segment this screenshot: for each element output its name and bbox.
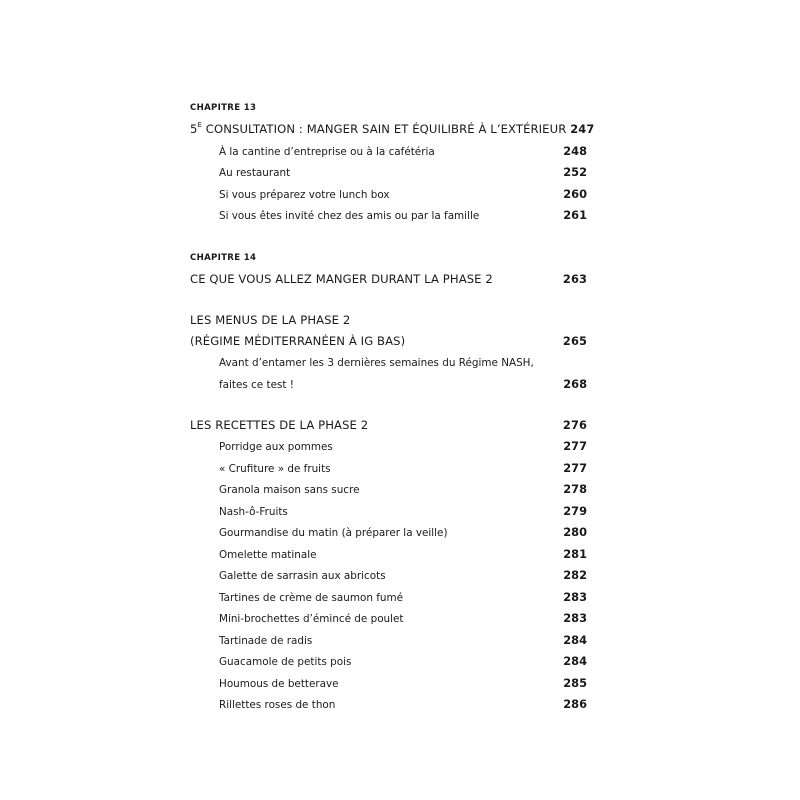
page-number: 284 (563, 632, 587, 647)
title-number: 5 (190, 122, 198, 136)
entry-title: Tartines de crème de saumon fumé (219, 591, 403, 604)
recettes-title: LES RECETTES DE LA PHASE 2 (190, 417, 369, 432)
section-spacer (190, 227, 587, 248)
entry-title: Si vous préparez votre lunch box (219, 188, 390, 201)
menus-title-row-2[interactable] (190, 331, 587, 353)
page-number: 279 (563, 503, 587, 518)
page-number: 283 (563, 589, 587, 604)
entry-title-line-1: Avant d’entamer les 3 dernières semaines du Régime NASH, (219, 356, 534, 369)
page-number: 284 (563, 654, 587, 668)
section-spacer (190, 396, 587, 415)
menus-title-line-2: (RÉGIME MÉDITERRANÉEN À IG BAS) (190, 334, 406, 348)
toc-entry[interactable] (190, 458, 587, 480)
chapter-label-text: CHAPITRE 14 (190, 252, 257, 263)
toc-entry[interactable] (190, 353, 587, 375)
page-number: 280 (563, 525, 587, 539)
toc-entry[interactable] (190, 479, 587, 501)
chapter-14-title: CE QUE VOUS ALLEZ MANGER DURANT LA PHASE 2 (190, 271, 493, 286)
entry-title: Nash-ô-Fruits (219, 505, 288, 518)
entry-title: Porridge aux pommes (219, 441, 333, 453)
section-spacer (190, 290, 587, 309)
entry-title: Omelette matinale (219, 548, 317, 561)
entry-title: Mini-brochettes d’émincé de poulet (219, 613, 404, 625)
chapter-13-title (190, 119, 566, 141)
toc-entry[interactable] (190, 522, 587, 544)
toc-entry[interactable] (190, 673, 587, 695)
entry-title: Guacamole de petits pois (219, 656, 352, 668)
chapter-14-label (190, 248, 587, 269)
toc-entry[interactable] (190, 630, 587, 652)
page-number: 261 (563, 208, 587, 222)
page-number: 248 (563, 143, 587, 158)
table-of-contents (190, 98, 595, 716)
entry-title: « Crufiture » de fruits (219, 462, 331, 475)
entry-title-line-2: faites ce test ! (219, 379, 294, 391)
page-number: 282 (563, 568, 587, 582)
entry-title: Granola maison sans sucre (219, 484, 360, 496)
toc-entry[interactable] (190, 587, 587, 609)
entry-title: Si vous êtes invité chez des amis ou par la famille (219, 210, 480, 222)
chapter-label-text: CHAPITRE 13 (190, 103, 257, 113)
entry-title: Au restaurant (219, 167, 291, 179)
toc-entry[interactable] (190, 501, 587, 523)
toc-entry[interactable] (190, 544, 587, 566)
entry-title: À la cantine d’entreprise ou à la cafétéria (219, 145, 435, 158)
toc-entry[interactable] (190, 651, 587, 673)
title-superscript: E (197, 121, 203, 130)
page-number: 252 (563, 165, 587, 179)
page-number: 276 (562, 417, 587, 432)
entry-title: Tartinade de radis (219, 634, 313, 647)
toc-entry[interactable] (190, 565, 587, 587)
title-rest: CONSULTATION : MANGER SAIN ET ÉQUILIBRÉ À L’EXTÉRIEUR (202, 122, 567, 136)
toc-entry[interactable] (190, 694, 587, 716)
toc-entry[interactable] (190, 436, 587, 458)
toc-entry[interactable] (190, 184, 587, 206)
page-number: 283 (563, 611, 587, 625)
toc-entry[interactable] (190, 141, 587, 163)
toc-entry[interactable] (190, 205, 587, 227)
page-number: 277 (563, 460, 587, 475)
page-number: 265 (562, 334, 587, 348)
page-number: 278 (563, 482, 587, 496)
toc-entry[interactable] (190, 608, 587, 630)
toc-entry[interactable] (190, 162, 587, 184)
chapter-13-title-row[interactable] (190, 119, 595, 141)
page-number: 277 (563, 439, 587, 453)
entry-title: Rillettes roses de thon (219, 699, 336, 711)
recettes-list (190, 436, 587, 716)
page-number: 285 (563, 675, 587, 690)
chapter-14-title-row[interactable] (190, 269, 587, 291)
page-number: 260 (563, 186, 587, 201)
page-number: 281 (563, 546, 587, 561)
page-number: 247 (570, 122, 595, 136)
menus-title-line-1: LES MENUS DE LA PHASE 2 (190, 313, 351, 327)
menus-title-row-1[interactable] (190, 309, 587, 331)
entry-title: Gourmandise du matin (à préparer la veille) (219, 527, 448, 539)
page-number: 268 (563, 377, 587, 391)
recettes-title-row[interactable] (190, 415, 587, 437)
page-number: 286 (563, 697, 587, 711)
entry-title: Houmous de betterave (219, 677, 339, 690)
toc-entry[interactable] (190, 374, 587, 396)
chapter-13-label (190, 98, 587, 119)
page-number: 263 (562, 271, 587, 286)
entry-title: Galette de sarrasin aux abricots (219, 570, 386, 582)
